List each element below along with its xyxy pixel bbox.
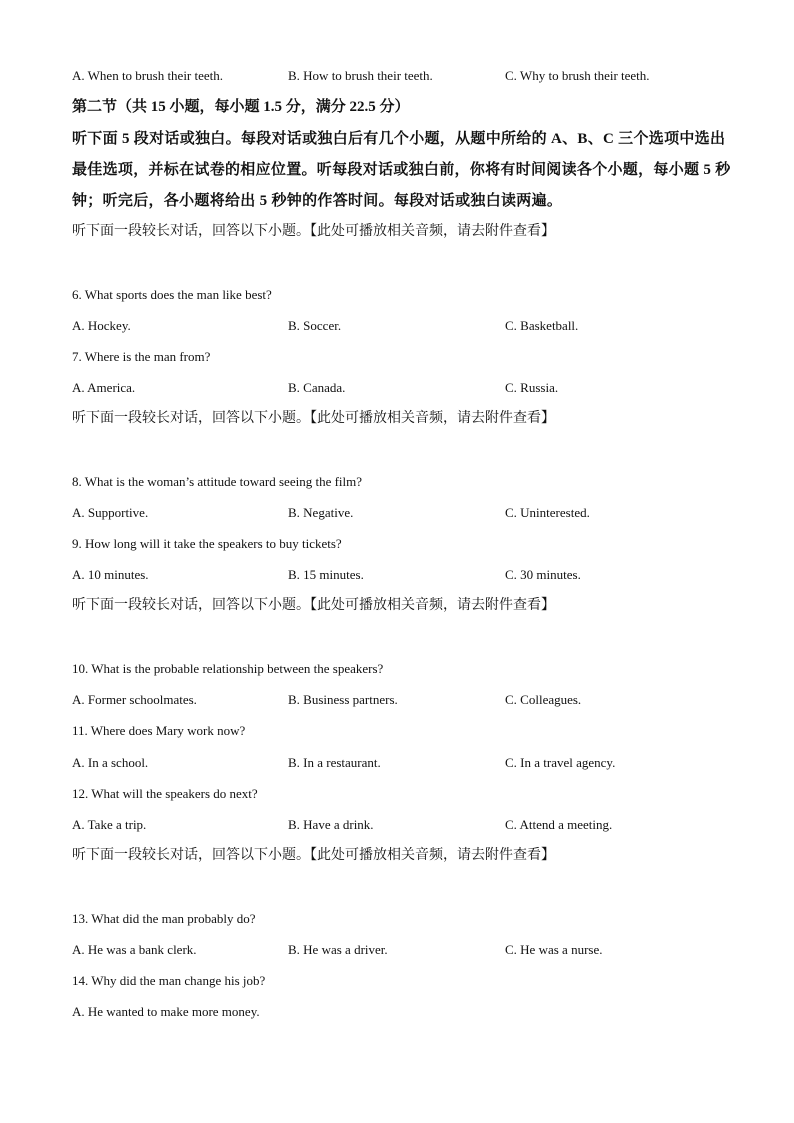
top-option-a: A. When to brush their teeth. [72, 68, 224, 83]
q6-option-c: C. Basketball. [505, 318, 579, 333]
question-11: 11. Where does Mary work now? [72, 723, 246, 738]
q11-option-b: B. In a restaurant. [288, 755, 381, 770]
q6-option-b: B. Soccer. [288, 318, 342, 333]
q7-option-b: B. Canada. [288, 380, 346, 395]
q10-option-b: B. Business partners. [288, 692, 398, 707]
question-13: 13. What did the man probably do? [72, 911, 256, 926]
q9-option-c: C. 30 minutes. [505, 567, 581, 582]
q13-option-c: C. He was a nurse. [505, 942, 603, 957]
q7-option-c: C. Russia. [505, 380, 559, 395]
question-12: 12. What will the speakers do next? [72, 786, 258, 801]
q12-option-b: B. Have a drink. [288, 817, 374, 832]
q9-option-a: A. 10 minutes. [72, 567, 149, 582]
q9-option-b: B. 15 minutes. [288, 567, 364, 582]
audio-note: 听下面一段较长对话，回答以下小题。【此处可播放相关音频，请去附件查看】 [72, 598, 555, 613]
question-9: 9. How long will it take the speakers to buy tickets? [72, 536, 342, 551]
q7-option-a: A. America. [72, 380, 136, 395]
q12-option-a: A. Take a trip. [72, 817, 147, 832]
audio-note: 听下面一段较长对话，回答以下小题。【此处可播放相关音频，请去附件查看】 [72, 848, 555, 863]
q10-option-c: C. Colleagues. [505, 692, 582, 707]
question-7: 7. Where is the man from? [72, 349, 211, 364]
question-10: 10. What is the probable relationship between the speakers? [72, 661, 384, 676]
top-option-c: C. Why to brush their teeth. [505, 68, 650, 83]
q8-option-a: A. Supportive. [72, 505, 149, 520]
q8-option-b: B. Negative. [288, 505, 354, 520]
top-option-b: B. How to brush their teeth. [288, 68, 433, 83]
q6-option-a: A. Hockey. [72, 318, 131, 333]
section-title: 第二节（共 15 小题，每小题 1.5 分，满分 22.5 分） [72, 99, 410, 115]
q8-option-c: C. Uninterested. [505, 505, 590, 520]
q11-option-a: A. In a school. [72, 755, 149, 770]
audio-note: 听下面一段较长对话，回答以下小题。【此处可播放相关音频，请去附件查看】 [72, 224, 555, 239]
q10-option-a: A. Former schoolmates. [72, 692, 197, 707]
audio-note: 听下面一段较长对话，回答以下小题。【此处可播放相关音频，请去附件查看】 [72, 411, 555, 426]
q13-option-b: B. He was a driver. [288, 942, 388, 957]
section-instructions: 听下面 5 段对话或独白。每段对话或独白后有几个小题，从题中所给的 A、B、C 三个选项中选出最佳选项，并标在试卷的相应位置。听每段对话或独白前，你将有时间阅读各个小题，每小题 5 秒钟；听完后，各小题将给出 5 秒钟的作答时间。每段对话或独白读两遍。 [72, 131, 731, 209]
question-14: 14. Why did the man change his job? [72, 973, 266, 988]
question-8: 8. What is the woman’s attitude toward seeing the film? [72, 474, 363, 489]
q11-option-c: C. In a travel agency. [505, 755, 616, 770]
q13-option-a: A. He was a bank clerk. [72, 942, 197, 957]
q14-option-a: A. He wanted to make more money. [72, 1004, 260, 1019]
q12-option-c: C. Attend a meeting. [505, 817, 613, 832]
question-6: 6. What sports does the man like best? [72, 287, 272, 302]
